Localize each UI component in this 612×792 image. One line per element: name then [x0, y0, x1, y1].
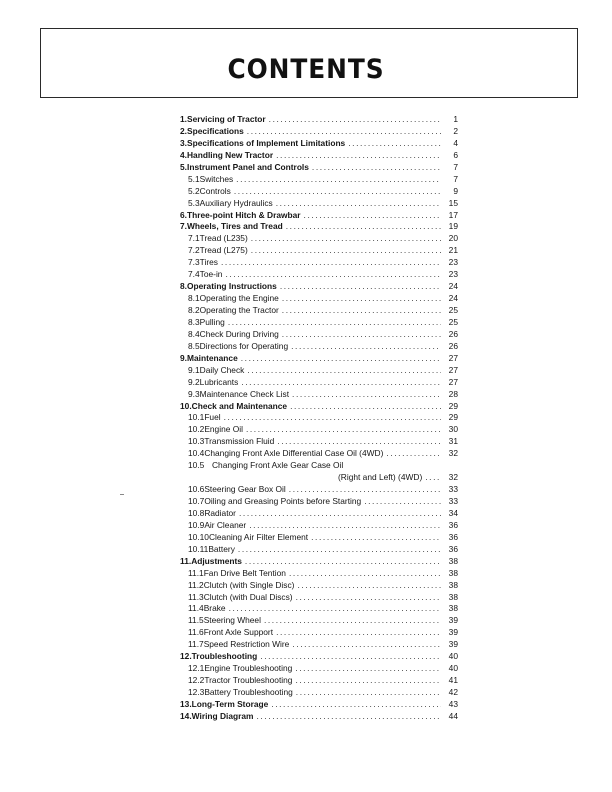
toc-entry-number: 14. — [180, 710, 192, 721]
toc-entry-title: Servicing of Tractor — [187, 114, 266, 124]
toc-entry-number: 10.2 — [188, 424, 205, 435]
toc-entry-title: Specifications of Implement Limitations — [187, 137, 346, 148]
toc-entry-title: Changing Front Axle Gear Case Oil — [212, 460, 344, 471]
toc-entry-page: 23 — [448, 257, 458, 268]
dot-leader — [348, 138, 441, 150]
dot-leader — [234, 186, 441, 198]
dot-leader — [280, 281, 441, 293]
toc-entry-title: (Right and Left) (4WD) — [338, 472, 423, 483]
toc-entry-title: Battery Troubleshooting — [204, 687, 293, 697]
toc-entry[interactable] — [180, 329, 458, 341]
toc-entry-page: 9 — [453, 185, 458, 196]
toc-entry-number: 7. — [180, 221, 187, 232]
dot-leader — [286, 221, 441, 233]
toc-entry[interactable] — [180, 126, 458, 138]
dot-leader — [260, 651, 441, 663]
toc-entry[interactable] — [180, 401, 458, 413]
toc-entry-number: 11.4 — [188, 603, 204, 614]
toc-entry-page: 40 — [448, 663, 458, 674]
toc-entry-number: 11.2 — [188, 579, 204, 590]
dot-leader — [224, 412, 441, 424]
toc-entry[interactable] — [180, 412, 458, 424]
toc-entry[interactable] — [180, 198, 458, 210]
toc-entry-number: 10.11 — [188, 543, 209, 554]
toc-entry-page: 41 — [448, 675, 458, 686]
toc-entry-title: Controls — [199, 185, 231, 196]
toc-entry[interactable] — [180, 556, 458, 568]
toc-entry-number: 9.2 — [188, 376, 200, 387]
dot-leader — [282, 305, 441, 317]
toc-entry-title: Switches — [199, 173, 234, 184]
toc-entry[interactable] — [180, 484, 458, 496]
toc-entry-page: 33 — [448, 496, 458, 506]
toc-entry[interactable] — [180, 305, 458, 317]
dot-leader — [296, 687, 441, 699]
toc-entry-page: 7 — [453, 173, 458, 184]
toc-entry-number: 10.7 — [188, 496, 205, 506]
toc-entry-title: Tires — [199, 257, 218, 268]
toc-entry-title: Front Axle Support — [203, 627, 274, 638]
toc-entry[interactable] — [180, 293, 458, 305]
toc-entry[interactable] — [180, 699, 458, 711]
toc-entry-number: 8.4 — [188, 328, 200, 339]
toc-entry[interactable] — [180, 365, 458, 377]
toc-entry-number: 11.7 — [188, 639, 204, 650]
toc-entry-number: 5.1 — [188, 173, 200, 184]
toc-entry-page: 25 — [448, 305, 458, 315]
dot-leader — [289, 484, 441, 496]
toc-entry-title: Clutch (with Single Disc) — [203, 579, 295, 590]
dot-leader — [292, 639, 441, 651]
dot-leader — [282, 293, 441, 305]
dot-leader — [246, 424, 441, 436]
toc-entry-number: 10.4 — [188, 448, 205, 459]
toc-entry-page: 36 — [448, 543, 458, 554]
toc-entry-page: 42 — [448, 687, 458, 697]
toc-entry-number: 11.5 — [188, 615, 204, 626]
toc-entry-title: Directions for Operating — [199, 340, 289, 351]
toc-entry[interactable] — [180, 711, 458, 723]
toc-entry-number: 7.3 — [188, 257, 200, 268]
toc-entry-number: 12.3 — [188, 687, 205, 697]
dot-leader — [292, 389, 441, 401]
toc-entry-number: 5.2 — [188, 185, 200, 196]
toc-entry-page: 27 — [448, 364, 458, 375]
dot-leader — [225, 269, 441, 281]
toc-entry-number: 9. — [180, 352, 187, 363]
toc-entry-title: Daily Check — [199, 364, 245, 375]
toc-entry-page: 27 — [448, 352, 458, 363]
toc-entry-title: Auxiliary Hydraulics — [199, 197, 273, 208]
toc-entry-page: 24 — [448, 293, 458, 304]
toc-entry-number: 10.1 — [188, 412, 205, 423]
dot-leader — [295, 663, 441, 675]
toc-entry-title: Battery — [208, 543, 235, 554]
dot-leader — [289, 568, 441, 580]
toc-entry-title: Long-Term Storage — [191, 698, 269, 709]
toc-entry-number: 10.9 — [188, 519, 205, 530]
toc-entry[interactable] — [180, 210, 458, 222]
toc-entry[interactable] — [180, 580, 458, 592]
toc-entry-title: Speed Restriction Wire — [203, 639, 290, 650]
toc-entry-number: 6. — [180, 209, 187, 220]
dot-leader — [236, 174, 441, 186]
toc-entry-page: 26 — [448, 328, 458, 339]
toc-entry-number: 8.1 — [188, 293, 200, 304]
toc-entry-page: 23 — [448, 269, 458, 280]
toc-entry[interactable] — [180, 615, 458, 627]
toc-entry-number: 10.3 — [188, 436, 205, 447]
toc-entry[interactable] — [180, 281, 458, 293]
toc-entry-page: 27 — [448, 376, 458, 387]
dot-leader — [296, 592, 441, 604]
toc-entry-number: 12.2 — [188, 675, 205, 686]
dot-leader — [276, 198, 441, 210]
toc-entry-title: Radiator — [204, 507, 236, 518]
toc-entry-title: Air Cleaner — [204, 519, 247, 530]
toc-entry[interactable] — [180, 424, 458, 436]
toc-entry-title: Specifications — [187, 125, 244, 136]
toc-entry[interactable] — [180, 603, 458, 615]
toc-entry-title: Brake — [203, 603, 226, 614]
toc-entry-title: Operating the Tractor — [199, 305, 279, 315]
toc-entry-title: Operating the Engine — [199, 293, 279, 304]
dot-leader — [269, 114, 441, 126]
toc-entry-page: 15 — [448, 197, 458, 208]
toc-entry[interactable] — [180, 245, 458, 257]
toc-entry[interactable] — [180, 186, 458, 198]
toc-entry-title: Fan Drive Belt Tention — [203, 567, 286, 578]
toc-entry-number: 9.3 — [188, 388, 200, 399]
toc-entry-number: 1. — [180, 114, 187, 124]
toc-entry-number: 13. — [180, 698, 192, 709]
dot-leader — [282, 329, 441, 341]
toc-entry[interactable] — [180, 162, 458, 174]
toc-entry-number: 7.1 — [188, 233, 200, 244]
toc-entry-page: 32 — [448, 472, 458, 483]
toc-entry[interactable] — [180, 221, 458, 233]
toc-entry-number: 7.2 — [188, 245, 200, 256]
toc-entry-page: 4 — [453, 137, 458, 148]
toc-entry[interactable] — [180, 568, 458, 580]
toc-entry-number: 4. — [180, 149, 187, 160]
toc-entry-title: Oiling and Greasing Points before Starting — [204, 496, 362, 506]
dot-leader — [241, 353, 441, 365]
toc-entry-page: 33 — [448, 484, 458, 495]
toc-entry[interactable] — [180, 341, 458, 353]
toc-entry-page: 34 — [448, 507, 458, 518]
toc-entry-title: Tread (L235) — [199, 233, 248, 244]
toc-entry-page: 29 — [448, 412, 458, 423]
toc-entry-number: 10. — [180, 400, 192, 411]
dot-leader — [251, 245, 441, 257]
toc-entry[interactable] — [180, 592, 458, 604]
toc-entry-number: 5.3 — [188, 197, 200, 208]
toc-entry-number: 5. — [180, 161, 187, 172]
toc-entry[interactable] — [180, 233, 458, 245]
table-of-contents — [180, 114, 458, 723]
toc-entry[interactable] — [180, 269, 458, 281]
toc-entry[interactable] — [180, 317, 458, 329]
toc-entry-page: 28 — [448, 388, 458, 399]
toc-entry-title: Wheels, Tires and Tread — [187, 221, 283, 232]
toc-entry-page: 40 — [448, 651, 458, 662]
toc-entry-page: 38 — [448, 555, 458, 566]
toc-entry-page: 38 — [448, 591, 458, 602]
dot-leader — [256, 711, 441, 723]
toc-entry-title: Handling New Tractor — [187, 149, 274, 160]
toc-entry[interactable] — [180, 687, 458, 699]
toc-entry-page: 39 — [448, 615, 458, 626]
toc-entry[interactable] — [180, 532, 458, 544]
dot-leader — [241, 377, 441, 389]
toc-entry-number: 9.1 — [188, 364, 200, 375]
toc-entry-page: 1 — [453, 114, 458, 124]
toc-entry-title: Maintenance — [187, 352, 238, 363]
toc-entry[interactable] — [180, 174, 458, 186]
toc-entry[interactable] — [180, 472, 458, 484]
toc-entry-number: 11.1 — [188, 567, 204, 578]
toc-entry-page: 24 — [448, 281, 458, 292]
toc-entry-title: Fuel — [204, 412, 221, 423]
toc-entry-title: Check During Driving — [199, 328, 279, 339]
toc-entry-page: 38 — [448, 567, 458, 578]
toc-entry-page: 31 — [448, 436, 458, 447]
toc-entry-number: 8. — [180, 281, 187, 292]
toc-entry[interactable] — [180, 496, 458, 508]
toc-entry-number: 12. — [180, 651, 192, 662]
dot-leader — [290, 401, 441, 413]
toc-entry-page: 30 — [448, 424, 458, 435]
toc-entry-number: 7.4 — [188, 269, 200, 280]
toc-entry-page: 21 — [448, 245, 458, 256]
toc-entry-title: Engine Troubleshooting — [204, 663, 293, 674]
scan-speck — [120, 494, 124, 495]
toc-entry-title: Transmission Fluid — [204, 436, 275, 447]
toc-entry-page: 38 — [448, 603, 458, 614]
toc-entry[interactable] — [180, 520, 458, 532]
toc-entry-number: 8.5 — [188, 340, 200, 351]
toc-entry-page: 32 — [448, 448, 458, 459]
dot-leader — [271, 699, 441, 711]
toc-entry-number: 11.6 — [188, 627, 204, 638]
toc-entry-number: 10.5 — [188, 460, 205, 471]
toc-entry-title: Three-point Hitch & Drawbar — [187, 209, 301, 220]
toc-entry-page: 7 — [453, 161, 458, 172]
dot-leader — [264, 615, 441, 627]
dot-leader — [249, 520, 441, 532]
toc-entry-title: Changing Front Axle Differential Case Oil (4WD) — [204, 448, 384, 459]
dot-leader — [312, 162, 441, 174]
toc-entry-title: Instrument Panel and Controls — [187, 161, 309, 172]
dot-leader — [425, 472, 441, 484]
toc-entry-number: 8.3 — [188, 316, 200, 327]
toc-entry-title: Adjustments — [191, 555, 242, 566]
toc-entry[interactable] — [180, 436, 458, 448]
toc-entry-title: Troubleshooting — [191, 651, 258, 662]
toc-entry-title: Check and Maintenance — [191, 400, 288, 411]
dot-leader — [245, 556, 441, 568]
toc-entry-title: Lubricants — [199, 376, 239, 387]
dot-leader — [221, 257, 441, 269]
toc-entry[interactable] — [180, 114, 458, 126]
dot-leader — [277, 436, 441, 448]
toc-entry-title: Toe-in — [199, 269, 223, 280]
toc-entry[interactable] — [180, 675, 458, 687]
toc-entry-title: Wiring Diagram — [191, 710, 254, 721]
toc-entry-page: 39 — [448, 627, 458, 638]
dot-leader — [295, 675, 441, 687]
toc-entry-number: 8.2 — [188, 305, 200, 315]
dot-leader — [239, 508, 441, 520]
toc-entry[interactable] — [180, 138, 458, 150]
toc-entry-title: Clutch (with Dual Discs) — [203, 591, 293, 602]
dot-leader — [276, 150, 441, 162]
toc-entry[interactable] — [180, 663, 458, 675]
dot-leader — [228, 317, 441, 329]
toc-entry-title: Operating Instructions — [187, 281, 277, 292]
toc-entry-page: 26 — [448, 340, 458, 351]
toc-entry[interactable] — [180, 627, 458, 639]
toc-entry-title: Tractor Troubleshooting — [204, 675, 293, 686]
toc-entry[interactable] — [180, 639, 458, 651]
toc-entry-number: 11. — [180, 555, 192, 566]
toc-entry-page: 17 — [448, 209, 458, 220]
dot-leader — [291, 341, 441, 353]
toc-entry-number: 11.3 — [188, 591, 204, 602]
toc-entry-page: 38 — [448, 579, 458, 590]
toc-entry-page: 29 — [448, 400, 458, 411]
toc-entry-page: 36 — [448, 519, 458, 530]
toc-entry[interactable] — [180, 377, 458, 389]
dot-leader — [229, 603, 441, 615]
toc-entry-title: Engine Oil — [204, 424, 243, 435]
toc-entry-page: 43 — [448, 698, 458, 709]
toc-entry-title: Steering Wheel — [203, 615, 261, 626]
toc-entry-number: 2. — [180, 125, 187, 136]
dot-leader — [311, 532, 441, 544]
toc-entry[interactable] — [180, 508, 458, 520]
dot-leader — [276, 627, 441, 639]
toc-entry-title: Maintenance Check List — [199, 388, 290, 399]
dot-leader — [364, 496, 441, 508]
dot-leader — [297, 580, 441, 592]
toc-entry-title: Pulling — [199, 316, 225, 327]
toc-entry-number: 12.1 — [188, 663, 205, 674]
dot-leader — [238, 544, 441, 556]
toc-entry-number: 10.6 — [188, 484, 205, 495]
dot-leader — [247, 365, 441, 377]
toc-entry-page: 36 — [448, 531, 458, 542]
toc-entry[interactable] — [180, 353, 458, 365]
toc-entry-page: 20 — [448, 233, 458, 244]
toc-entry[interactable] — [180, 150, 458, 162]
toc-entry-number: 10.10 — [188, 531, 209, 542]
toc-entry-page: 2 — [453, 125, 458, 136]
toc-entry[interactable] — [180, 257, 458, 269]
toc-entry-title: Cleaning Air Filter Element — [208, 531, 309, 542]
toc-entry-page: 6 — [453, 149, 458, 160]
toc-entry[interactable] — [180, 544, 458, 556]
dot-leader — [386, 448, 441, 460]
toc-entry[interactable] — [180, 389, 458, 401]
toc-entry-number: 10.8 — [188, 507, 205, 518]
toc-entry-number: 3. — [180, 137, 187, 148]
toc-entry-page: 39 — [448, 639, 458, 650]
toc-entry[interactable] — [180, 460, 458, 472]
toc-entry-page: 44 — [448, 710, 458, 721]
toc-entry-title: Steering Gear Box Oil — [204, 484, 286, 495]
dot-leader — [251, 233, 441, 245]
toc-entry-page: 25 — [448, 316, 458, 327]
dot-leader — [304, 210, 441, 222]
page-title: CONTENTS — [227, 54, 385, 85]
toc-entry-title: Tread (L275) — [199, 245, 248, 256]
toc-entry[interactable] — [180, 651, 458, 663]
toc-entry[interactable] — [180, 448, 458, 460]
toc-entry-page: 19 — [448, 221, 458, 232]
dot-leader — [247, 126, 441, 138]
